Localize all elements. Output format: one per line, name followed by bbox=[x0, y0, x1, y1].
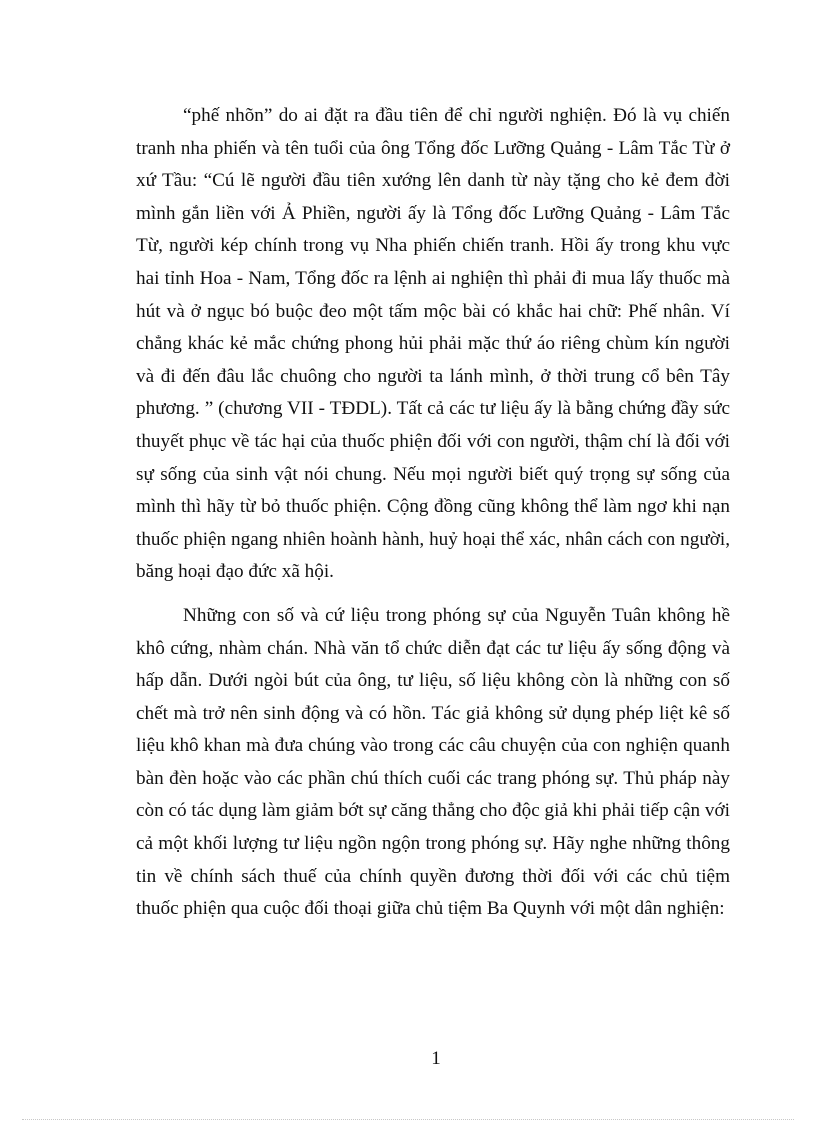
paragraph-2: Những con số và cứ liệu trong phóng sự của Nguyễn Tuân không hề khô cứng, nhàm chán. Nhà văn tổ chức diễn đạt các tư liệu ấy sống động và hấp dẫn. Dưới ngòi bút của ông, tư liệu, số liệu không còn là những con số chết mà trở nên sinh động và có hồn. Tác giả không sử dụng phép liệt kê số liệu khô khan mà đưa chúng vào trong các câu chuyện của con nghiện quanh bàn đèn hoặc vào các phần chú thích cuối các trang phóng sự. Thủ pháp này còn có tác dụng làm giảm bớt sự căng thẳng cho độc giả khi phải tiếp cận với cả một khối lượng tư liệu ngồn ngộn trong phóng sự. Hãy nghe những thông tin về chính sách thuế của chính quyền đương thời đối với các chủ tiệm thuốc phiện qua cuộc đối thoại giữa chủ tiệm Ba Quynh với một dân nghiện: bbox=[136, 604, 730, 920]
body-text bbox=[136, 100, 730, 926]
paragraph-1: “phế nhõn” do ai đặt ra đầu tiên để chỉ người nghiện. Đó là vụ chiến tranh nha phiến và tên tuổi của ông Tổng đốc Lưỡng Quảng - Lâm Tắc Từ ở xứ Tầu: “Cú lẽ người đầu tiên xướng lên danh từ này tặng cho kẻ đem đời mình gắn liền với Ả Phiền, người ấy là Tổng đốc Lưỡng Quảng - Lâm Tắc Từ, người kép chính trong vụ Nha phiến chiến tranh. Hồi ấy trong khu vực hai tỉnh Hoa - Nam, Tổng đốc ra lệnh ai nghiện thì phải đi mua lấy thuốc mà hút và ở ngục bó buộc đeo một tấm mộc bài có khắc hai chữ: Phế nhân. Ví chẳng khác kẻ mắc chứng phong hủi phải mặc thứ áo riêng chùm kín người và đi đến đâu lắc chuông cho người ta lánh mình, ở thời trung cổ bên Tây phương. ” (chương VII - TĐDL). Tất cả các tư liệu ấy là bằng chứng đầy sức thuyết phục về tác hại của thuốc phiện đối với con người, thậm chí là đối với sự sống của sinh vật nói chung. Nếu mọi người biết quý trọng sự sống của mình thì hãy từ bỏ thuốc phiện. Cộng đồng cũng không thể làm ngơ khi nạn thuốc phiện ngang nhiên hoành hành, huỷ hoại thể xác, nhân cách con người, băng hoại đạo đức xã hội. bbox=[136, 105, 730, 583]
page-bottom-border bbox=[22, 1119, 794, 1120]
page-number: 1 bbox=[431, 1048, 441, 1069]
